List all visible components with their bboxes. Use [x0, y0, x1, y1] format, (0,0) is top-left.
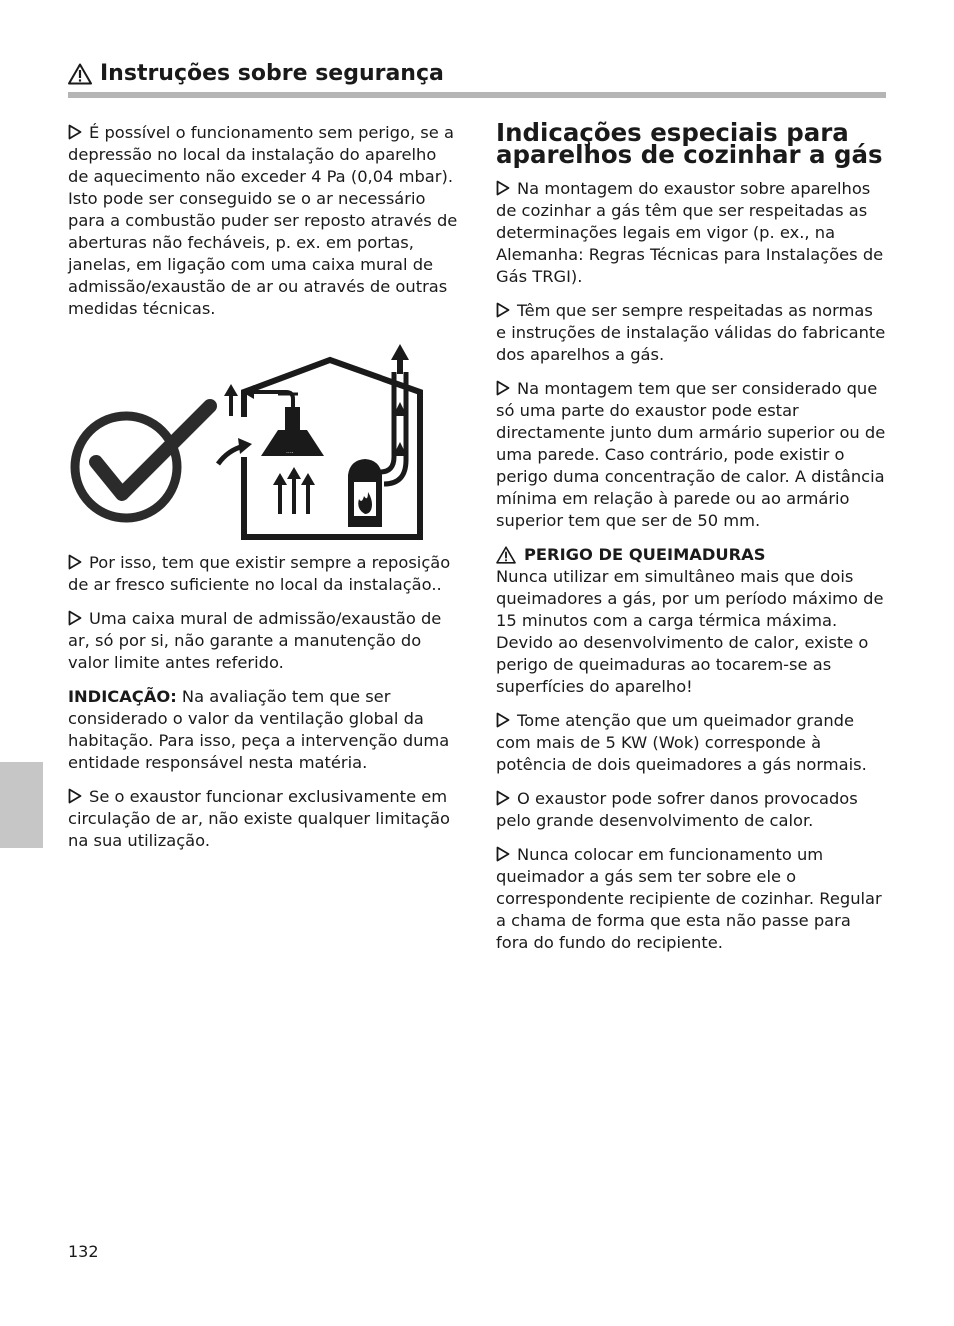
svg-text:....: ....: [286, 448, 294, 455]
paragraph-text: Têm que ser sempre respeitadas as normas e instruções de instalação válidas do fabricante dos aparelhos a gás.: [496, 301, 886, 364]
play-triangle-icon: [496, 302, 510, 318]
play-triangle-icon: [496, 380, 510, 396]
paragraph-text: É possível o funcionamento sem perigo, se a depressão no local da instalação do aparelho de aquecimento não exceder 4 Pa (0,04 mbar). Isto pode ser conseguido se o ar necessário para a combustão puder ser reposto através de aberturas não fecháveis, p. ex. em portas, janelas, em ligação com uma caixa mural de admissão/exaustão de ar ou através de outras medidas técnicas.: [68, 123, 458, 318]
play-triangle-icon: [496, 846, 510, 862]
play-triangle-icon: [68, 788, 82, 804]
paragraph: [496, 844, 888, 954]
right-column: [496, 118, 888, 966]
paragraph: [68, 786, 460, 852]
stove: [348, 459, 382, 527]
paragraph-text: Se o exaustor funcionar exclusivamente em circulação de ar, não existe qualquer limitação na sua utilização.: [68, 787, 450, 850]
paragraph-text: Tome atenção que um queimador grande com mais de 5 KW (Wok) corresponde à potência de dois queimadores a gás normais.: [496, 711, 867, 774]
paragraph: [68, 552, 460, 596]
note-text: Na avaliação tem que ser considerado o valor da ventilação global da habitação. Para isso, peça a intervenção duma entidade responsável nesta matéria.: [68, 687, 450, 772]
paragraph: [496, 710, 888, 776]
danger-title-text: PERIGO DE QUEIMADURAS: [524, 545, 766, 564]
note-paragraph: [68, 686, 460, 774]
paragraph-text: Na montagem do exaustor sobre aparelhos de cozinhar a gás têm que ser respeitadas as determinações legais em vigor (p. ex., na Alemanha: Regras Técnicas para Instalações de Gás TRGI).: [496, 179, 884, 286]
danger-block: [496, 544, 888, 698]
paragraph: [68, 608, 460, 674]
paragraph-text: Uma caixa mural de admissão/exaustão de ar, só por si, não garante a manutenção do valor limite antes referido.: [68, 609, 442, 672]
page-number: 132: [68, 1242, 99, 1261]
paragraph-text: Por isso, tem que existir sempre a reposição de ar fresco suficiente no local da instalação..: [68, 553, 451, 594]
check-mark-icon: [75, 406, 210, 518]
paragraph: [496, 788, 888, 832]
header-rule: [68, 92, 886, 98]
section-heading: Indicações especiais para aparelhos de cozinhar a gás: [496, 118, 883, 169]
play-triangle-icon: [68, 554, 82, 570]
play-triangle-icon: [68, 610, 82, 626]
play-triangle-icon: [68, 124, 82, 140]
note-label: INDICAÇÃO:: [68, 687, 177, 706]
page-title: [68, 58, 886, 90]
arrow-up-icon: [391, 344, 409, 360]
left-column: [68, 122, 460, 864]
danger-title: [496, 544, 888, 566]
paragraph: [496, 300, 888, 366]
ventilation-diagram: [68, 332, 448, 542]
page-header: [68, 58, 886, 98]
cooker-hood: [261, 407, 324, 456]
page-title-text: Instruções sobre segurança: [100, 61, 444, 86]
side-tab-marker: [0, 762, 43, 848]
paragraph: [496, 378, 888, 532]
paragraph-text: Na montagem tem que ser considerado que só uma parte do exaustor pode estar directamente junto dum armário superior ou de uma parede. Caso contrário, pode existir o perigo duma concentração de calor. A distância mínima em relação à parede ou ao armário superior tem que ser de 50 mm.: [496, 379, 886, 530]
danger-text: Nunca utilizar em simultâneo mais que dois queimadores a gás, por um período máximo de 15 minutos com a carga térmica máxima. Devido ao desenvolvimento de calor, existe o perigo de queimaduras ao tocarem-se as superfícies do aparelho!: [496, 567, 884, 696]
warning-triangle-icon: [68, 63, 92, 85]
warning-triangle-icon: [496, 546, 516, 564]
play-triangle-icon: [496, 712, 510, 728]
paragraph: [496, 178, 888, 288]
paragraph-text: Nunca colocar em funcionamento um queimador a gás sem ter sobre ele o correspondente recipiente de cozinhar. Regular a chama de forma que esta não passe para fora do fundo do recipiente.: [496, 845, 882, 952]
paragraph-text: O exaustor pode sofrer danos provocados pelo grande desenvolvimento de calor.: [496, 789, 858, 830]
play-triangle-icon: [496, 790, 510, 806]
play-triangle-icon: [496, 180, 510, 196]
air-flow-arrows: [273, 467, 315, 514]
paragraph: [68, 122, 460, 320]
